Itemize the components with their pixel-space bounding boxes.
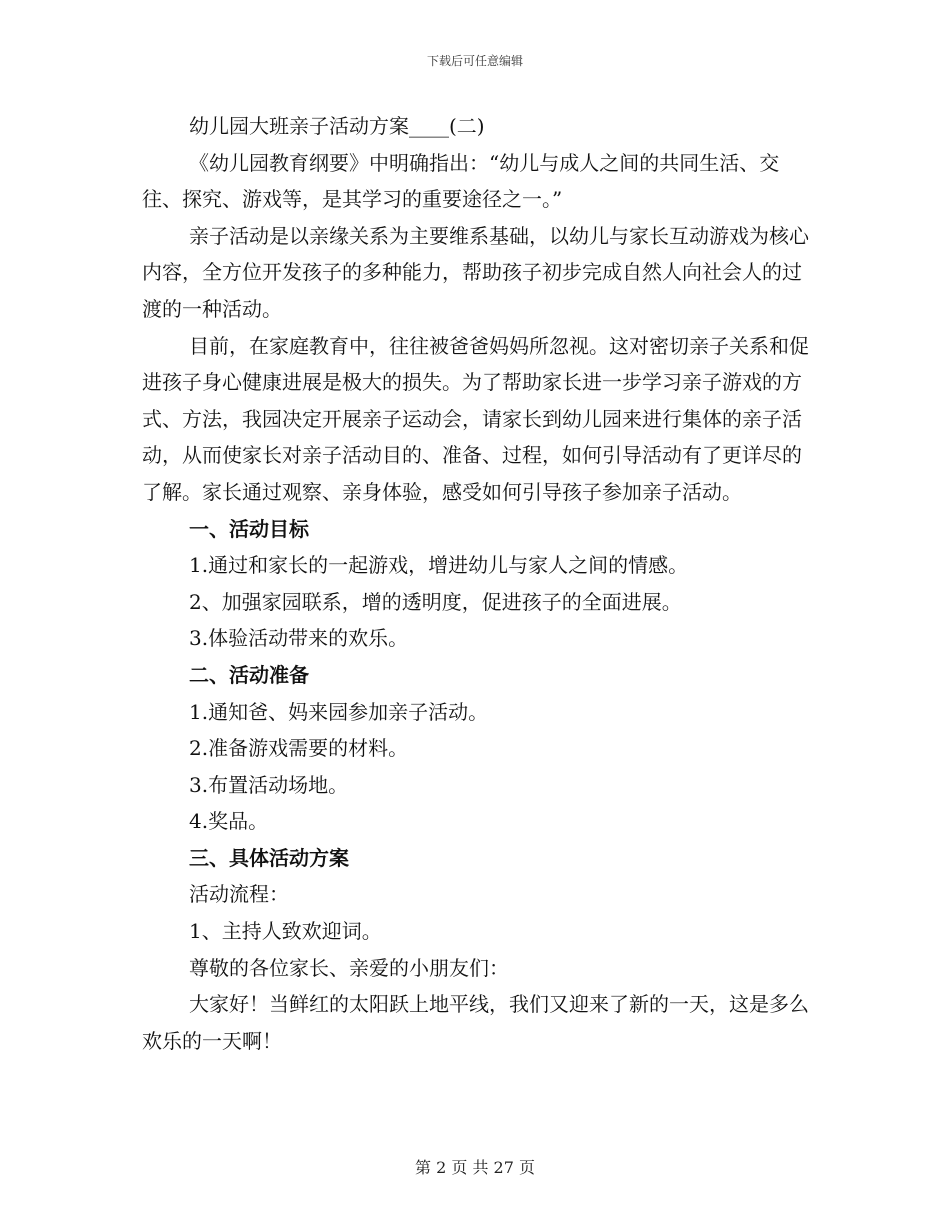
- list-item: 1.通过和家长的一起游戏，增进幼儿与家人之间的情感。: [189, 553, 689, 578]
- section-heading-goals: 一、活动目标: [189, 516, 309, 541]
- section-heading-preparation: 二、活动准备: [189, 662, 309, 687]
- paragraph-background: 目前，在家庭教育中，往往被爸爸妈妈所忽视。这对密切亲子关系和促进孩子身心健康进展是极大的损失。为了帮助家长进一步学习亲子游戏的方式、方法，我园决定开展亲子运动会，请家长到幼儿园来进行集体的亲子活动，从而使家长对亲子活动目的、准备、过程，如何引导活动有了更详尽的了解。家长通过观察、亲身体验，感受如何引导孩子参加亲子活动。: [142, 333, 809, 504]
- paragraph-quote: 《幼儿园教育纲要》中明确指出：“幼儿与成人之间的共同生活、交往、探究、游戏等，是其学习的重要途径之一。”: [142, 150, 780, 212]
- plan-line: 1、主持人致欢迎词。: [189, 919, 382, 944]
- list-item: 2.准备游戏需要的材料。: [189, 736, 409, 761]
- list-item: 4.奖品。: [189, 809, 269, 834]
- list-item: 2、加强家园联系，增的透明度，促进孩子的全面进展。: [189, 589, 682, 614]
- list-item: 3.体验活动带来的欢乐。: [189, 626, 409, 651]
- paragraph-definition: 亲子活动是以亲缘关系为主要维系基础，以幼儿与家长互动游戏为核心内容，全方位开发孩子的多种能力，帮助孩子初步完成自然人向社会人的过渡的一种活动。: [142, 223, 809, 321]
- section-heading-plan: 三、具体活动方案: [189, 845, 349, 870]
- plan-line: 大家好！当鲜红的太阳跃上地平线，我们又迎来了新的一天，这是多么欢乐的一天啊！: [142, 992, 809, 1053]
- page-header-note: 下载后可任意编辑: [426, 54, 523, 68]
- plan-line: 活动流程：: [189, 882, 289, 907]
- document-body: [142, 108, 810, 1059]
- list-item: 3.布置活动场地。: [189, 772, 349, 797]
- document-title: 幼儿园大班亲子活动方案____(二): [189, 114, 485, 138]
- plan-line: 尊敬的各位家长、亲爱的小朋友们：: [189, 955, 509, 980]
- page-number: 第 2 页 共 27 页: [415, 1158, 535, 1177]
- list-item: 1.通知爸、妈来园参加亲子活动。: [189, 699, 489, 724]
